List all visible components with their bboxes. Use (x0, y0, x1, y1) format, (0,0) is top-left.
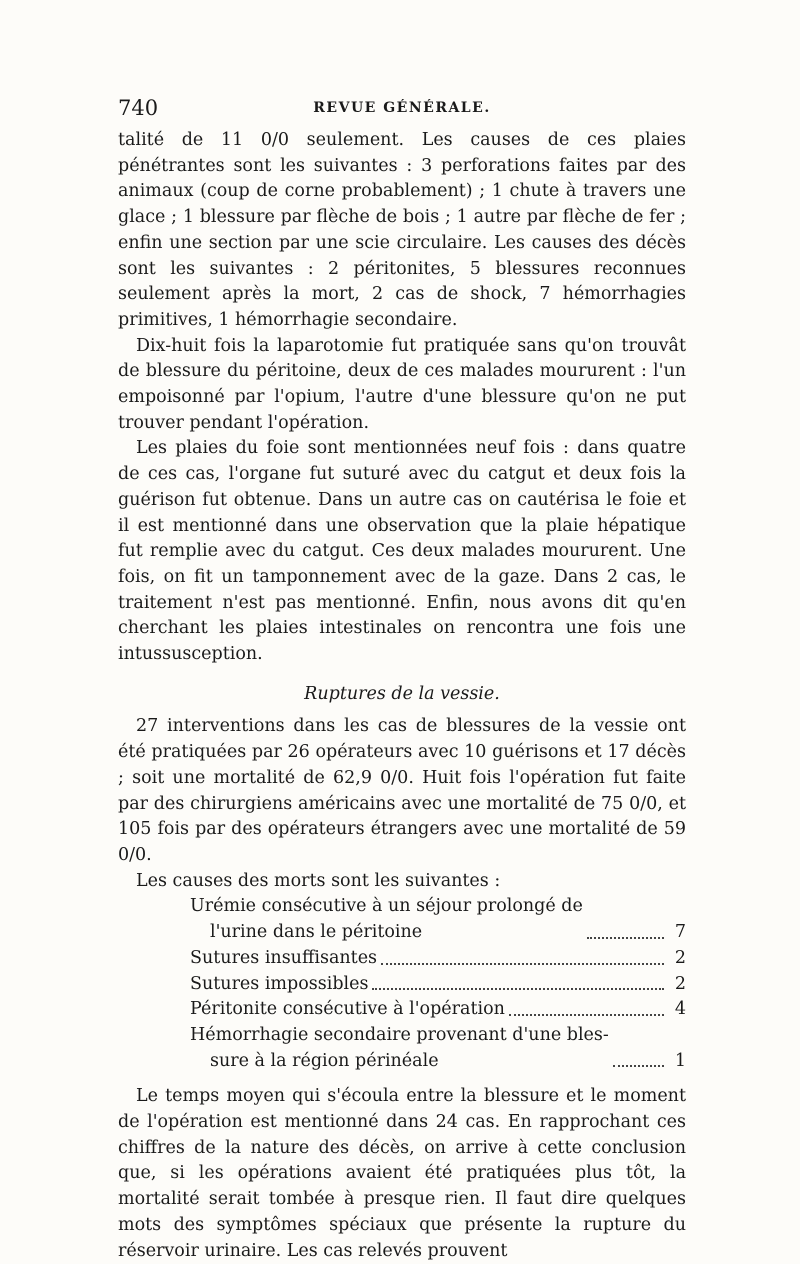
cause-item (190, 972, 686, 998)
page-number: 740 (118, 96, 159, 120)
cause-count: 2 (674, 973, 686, 994)
paragraph: Les causes des morts sont les suivantes : (136, 870, 501, 891)
section-title: Ruptures de la vessie. (304, 683, 500, 704)
dot-leader (587, 937, 664, 939)
paragraph: talité de 11 0/0 seulement. Les causes de ces plaies pénétrantes sont les suivantes : 3 perforations faites par des animaux (coup de corne probablement) ; 1 chute à travers une glace ; 1 blessure par flèche de bois ; 1 autre par flèche de fer ; enfin une section par une scie circulaire. Les causes des décès sont les suivantes : 2 péritonites, 5 blessures reconnues seulement après la mort, 2 cas de shock, 7 hémorrhagies primitives, 1 hémorrhagie secondaire. (118, 130, 686, 330)
cause-label: Sutures insuffisantes (190, 947, 378, 968)
dot-leader (372, 988, 664, 990)
cause-count: 2 (674, 947, 686, 968)
dot-leader (381, 963, 664, 965)
cause-label-continuation: sure à la région périnéale (210, 1050, 439, 1071)
paragraph: Dix-huit fois la laparotomie fut pratiquée sans qu'on trouvât de blessure du péritoine, deux de ces malades moururent : l'un empoisonné par l'opium, l'autre d'une blessure qu'on ne put trouver pendant l'opération. (118, 335, 686, 433)
cause-label: Hémorrhagie secondaire provenant d'une bles- (190, 1024, 609, 1045)
cause-label-continuation: l'urine dans le péritoine (210, 922, 423, 943)
page-body (118, 128, 686, 1264)
cause-count: 7 (674, 922, 686, 943)
cause-count: 1 (674, 1050, 686, 1071)
dot-leader (509, 1014, 664, 1016)
page-header (118, 96, 686, 124)
cause-item (190, 1023, 686, 1074)
paragraph: 27 interventions dans les cas de blessures de la vessie ont été pratiquées par 26 opérateurs avec 10 guérisons et 17 décès ; soit une mortalité de 62,9 0/0. Huit fois l'opération fut faite par des chirurgiens américains avec une mortalité de 75 0/0, et 105 fois par des opérateurs étrangers avec une mortalité de 59 0/0. (118, 716, 686, 865)
cause-item (190, 894, 686, 945)
paragraph: Le temps moyen qui s'écoula entre la blessure et le moment de l'opération est mentionné dans 24 cas. En rapprochant ces chiffres de la nature des décès, on arrive à cette conclusion que, si les opérations avaient été pratiquées plus tôt, la mortalité serait tombée à presque rien. Il faut dire quelques mots des symptômes spéciaux que présente la rupture du réservoir urinaire. Les cas relevés prouvent (118, 1086, 686, 1261)
cause-item (190, 946, 686, 972)
dot-leader (613, 1065, 664, 1067)
cause-label: Sutures impossibles (190, 973, 369, 994)
causes-list (118, 894, 686, 1074)
cause-count: 4 (674, 999, 686, 1020)
cause-label: Urémie consécutive à un séjour prolongé de (190, 896, 583, 917)
paragraph: Les plaies du foie sont mentionnées neuf fois : dans quatre de ces cas, l'organe fut suturé avec du catgut et deux fois la guérison fut obtenue. Dans un autre cas on cautérisa le foie et il est mentionné dans une observation que la plaie hépatique fut remplie avec du catgut. Ces deux malades moururent. Une fois, on fit un tamponnement avec de la gaze. Dans 2 cas, le traitement n'est pas mentionné. Enfin, nous avons dit qu'en cherchant les plaies intestinales on rencontra une fois une intussusception. (118, 438, 686, 665)
cause-label: Péritonite consécutive à l'opération (190, 999, 505, 1020)
running-title: REVUE GÉNÉRALE. (313, 100, 491, 116)
cause-item (190, 997, 686, 1023)
